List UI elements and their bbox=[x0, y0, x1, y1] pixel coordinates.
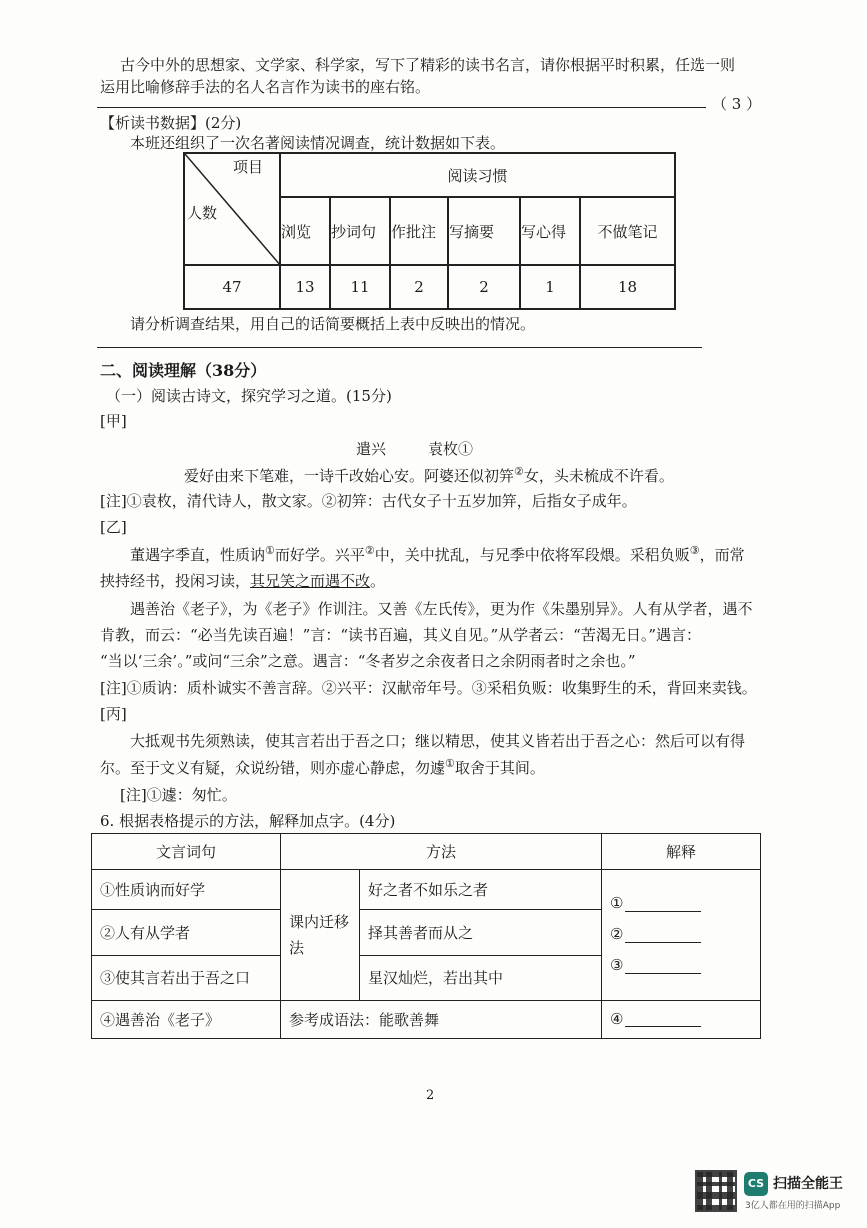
column-header: 写心得 bbox=[520, 197, 580, 265]
answer-cell bbox=[602, 870, 761, 1001]
poem-title: 遣兴 bbox=[356, 440, 387, 458]
subsection-heading: （一）阅读古诗文，探究学习之道。(15分) bbox=[106, 387, 392, 405]
value-cell: 2 bbox=[390, 265, 448, 309]
phrase-cell: ③使其言若出于吾之口 bbox=[92, 955, 281, 1000]
intro-line-2: 运用比喻修辞手法的名人名言作为读书的座右铭。 bbox=[100, 78, 431, 96]
header-cell: 文言词句 bbox=[92, 834, 281, 870]
group-header: 阅读习惯 bbox=[280, 153, 675, 197]
column-header: 浏览 bbox=[280, 197, 330, 265]
answer-cell bbox=[602, 1000, 761, 1038]
value-cell: 11 bbox=[330, 265, 390, 309]
page-number: 2 bbox=[426, 1088, 435, 1103]
value-cell: 18 bbox=[580, 265, 675, 309]
bing-label: [丙] bbox=[100, 705, 127, 723]
header-cell: 解释 bbox=[602, 834, 761, 870]
qr-code bbox=[695, 1170, 737, 1212]
scanner-tagline: 3亿人都在用的扫描App bbox=[745, 1201, 841, 1211]
corner-top-label: 项目 bbox=[233, 158, 264, 176]
value-cell: 2 bbox=[448, 265, 520, 309]
yi-note: [注]①质讷：质朴诚实不善言辞。②兴平：汉献帝年号。③采稆负贩：收集野生的禾，背回来卖钱。 bbox=[100, 679, 757, 697]
underlined-sentence: 其兄笑之而遇不改 bbox=[250, 572, 371, 590]
answer-1[interactable]: ① bbox=[610, 888, 752, 919]
bing-line-1: 大抵观书先须熟读，使其言若出于吾之口；继以精思，使其义皆若出于吾之心：然后可以有得 bbox=[130, 732, 746, 750]
yi-paragraph-1-line-1: 董遇字季直，性质讷①而好学。兴平②中，关中扰乱，与兄季中依将军段煨。采稆负贩③，而常 bbox=[130, 544, 745, 564]
corner-bottom-label: 人数 bbox=[187, 204, 218, 222]
column-header: 作批注 bbox=[390, 197, 448, 265]
reference-cell: 择其善者而从之 bbox=[360, 910, 602, 955]
header-cell: 方法 bbox=[281, 834, 602, 870]
section-heading: 二、阅读理解（38分） bbox=[100, 361, 267, 380]
section-heading-analyze: 【析读书数据】(2分) bbox=[100, 114, 242, 132]
yi-paragraph-2-line-1: 遇善治《老子》，为《老子》作训注。又善《左氏传》，更为作《朱墨别异》。人有从学者，遇不 bbox=[130, 600, 753, 618]
column-header: 抄词句 bbox=[330, 197, 390, 265]
question-6-stem: 6. 根据表格提示的方法，解释加点字。(4分) bbox=[100, 812, 396, 830]
section-description: 本班还组织了一次名著阅读情况调查，统计数据如下表。 bbox=[130, 134, 506, 152]
bing-note: [注]①遽：匆忙。 bbox=[120, 786, 237, 804]
corner-cell bbox=[184, 153, 280, 265]
value-cell: 1 bbox=[520, 265, 580, 309]
yi-label: [乙] bbox=[100, 518, 127, 536]
yi-paragraph-2-line-3: “当以‘三余’。”或问“三余”之意。遇言：“冬者岁之余夜者日之余阴雨者时之余也。” bbox=[100, 652, 636, 670]
phrase-cell: ②人有从学者 bbox=[92, 910, 281, 955]
column-header: 写摘要 bbox=[448, 197, 520, 265]
poem-body: 爱好由来下笔难，一诗千改始心安。阿婆还似初笄②女，头未梳成不许看。 bbox=[184, 465, 674, 485]
answer-3[interactable]: ③ bbox=[610, 950, 752, 981]
jia-note: [注]①袁枚，清代诗人，散文家。②初笄：古代女子十五岁加笄，后指女子成年。 bbox=[100, 492, 637, 510]
total-cell: 47 bbox=[184, 265, 280, 309]
poem-author: 袁枚① bbox=[428, 440, 474, 458]
scanner-logo-icon: CS bbox=[744, 1172, 768, 1196]
scanner-brand: 扫描全能王 bbox=[773, 1176, 843, 1192]
column-header: 不做笔记 bbox=[580, 197, 675, 265]
question-marker: （ 3 ） bbox=[712, 95, 762, 113]
method-cell: 课内迁移法 bbox=[281, 870, 360, 1001]
answer-4[interactable]: ④ bbox=[610, 1004, 752, 1035]
phrase-cell: ④遇善治《老子》 bbox=[92, 1000, 281, 1038]
jia-label: [甲] bbox=[100, 412, 127, 430]
answer-line bbox=[97, 107, 706, 108]
value-cell: 13 bbox=[280, 265, 330, 309]
reference-cell: 星汉灿烂，若出其中 bbox=[360, 955, 602, 1000]
answer-line bbox=[97, 347, 702, 348]
analysis-question: 请分析调查结果，用自己的话简要概括上表中反映出的情况。 bbox=[130, 315, 536, 333]
question-6-table bbox=[91, 833, 761, 1039]
yi-paragraph-2-line-2: 肯教，而云：“必当先读百遍！”言：“读书百遍，其义自见。”从学者云：“苦渴无日。”遇言： bbox=[100, 626, 702, 644]
phrase-cell: ①性质讷而好学 bbox=[92, 870, 281, 910]
answer-2[interactable]: ② bbox=[610, 919, 752, 950]
bing-line-2: 尔。至于文义有疑，众说纷错，则亦虚心静虑，勿遽①取舍于其间。 bbox=[100, 757, 545, 777]
survey-table bbox=[183, 152, 676, 310]
yi-paragraph-1-line-2: 挟持经书，投闲习读，其兄笑之而遇不改。 bbox=[100, 572, 386, 590]
intro-line-1: 古今中外的思想家、文学家、科学家，写下了精彩的读书名言，请你根据平时积累，任选一则 bbox=[120, 56, 736, 74]
reference-cell: 参考成语法：能歌善舞 bbox=[281, 1000, 602, 1038]
reference-cell: 好之者不如乐之者 bbox=[360, 870, 602, 910]
